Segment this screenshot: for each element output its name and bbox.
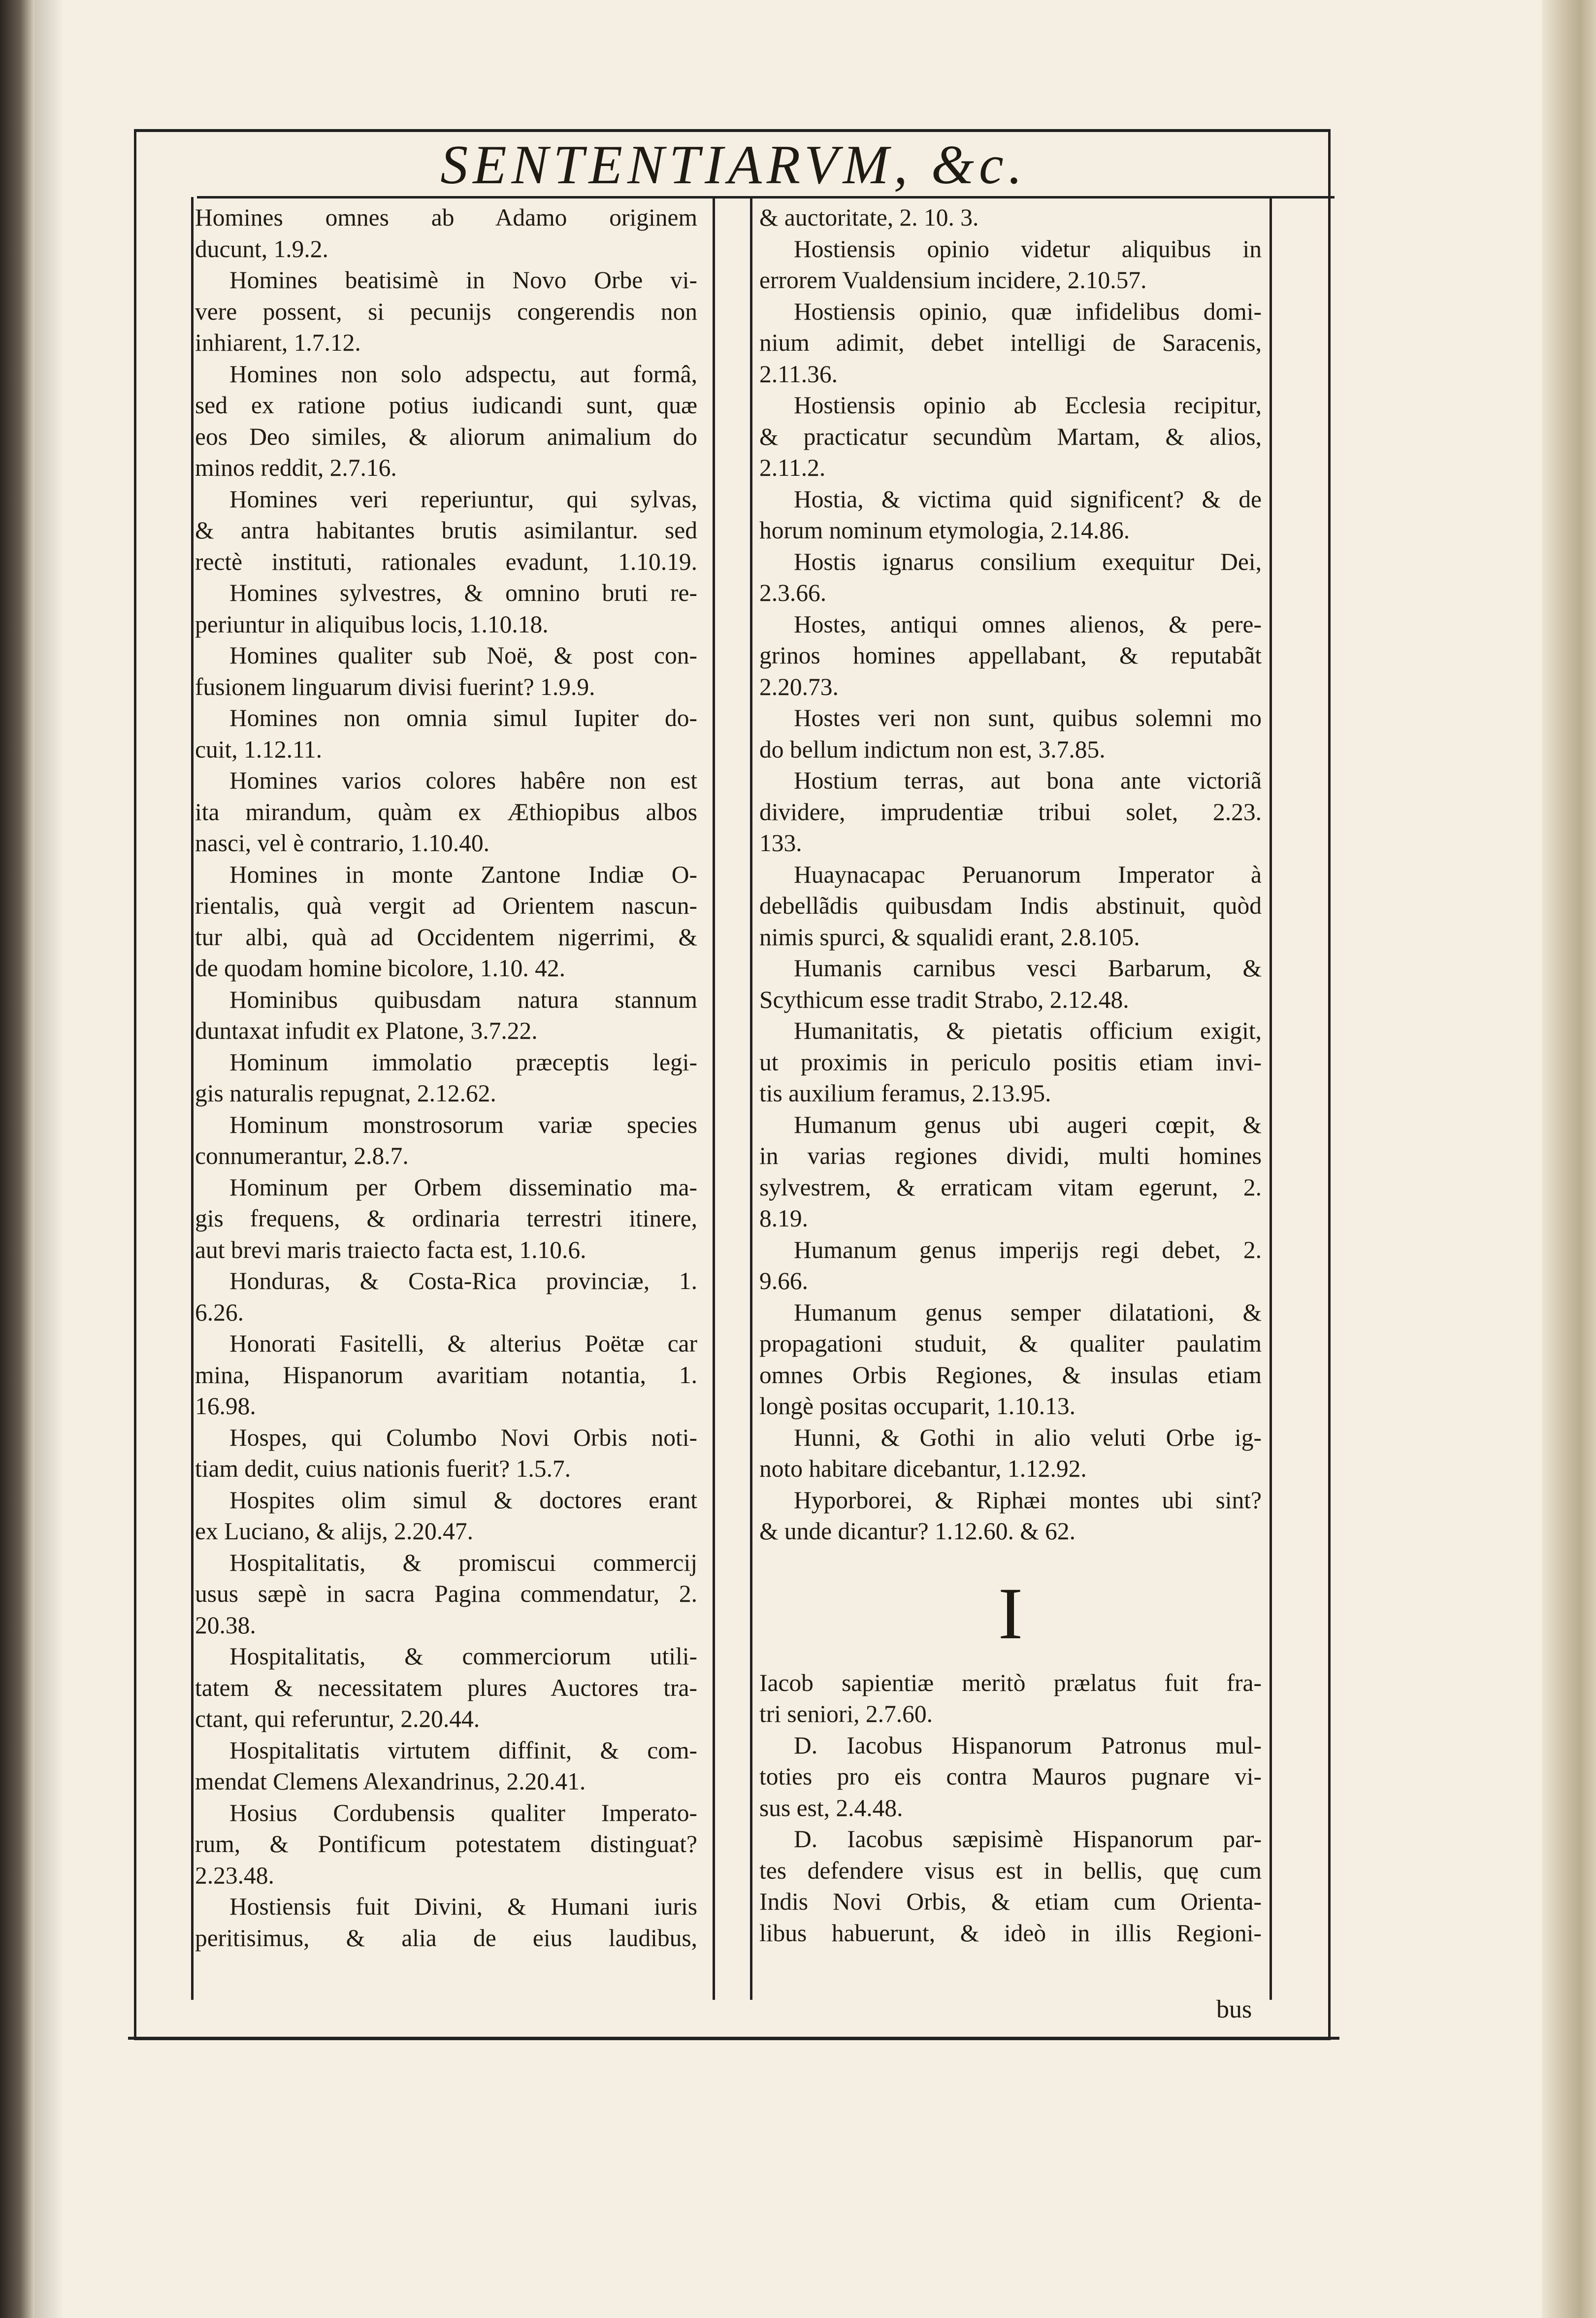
index-line: errorem Vualdensium incidere, 2.10.57. (759, 266, 1147, 294)
index-line: Homines qualiter sub Noë, & post con- (229, 642, 697, 669)
index-line: propagationi studuit, & qualiter paulatim (759, 1330, 1262, 1357)
index-line: Hospes, qui Columbo Novi Orbis noti- (229, 1424, 697, 1451)
gutter-shadow (34, 0, 64, 2318)
index-line: 8.19. (759, 1205, 808, 1232)
index-line: grinos homines appellabant, & reputabãt (759, 642, 1262, 669)
index-line: ctant, qui referuntur, 2.20.44. (195, 1705, 480, 1732)
catchword: bus (1216, 1995, 1252, 2023)
running-header: SENTENTIARVM, &c. (440, 134, 1027, 196)
index-line: & auctoritate, 2. 10. 3. (759, 204, 979, 231)
index-line: D. Iacobus Hispanorum Patronus mul- (794, 1731, 1262, 1759)
index-line: Homines veri reperiuntur, qui sylvas, (229, 485, 697, 513)
index-line: ex Luciano, & alijs, 2.20.47. (195, 1518, 474, 1545)
index-line: tatem & necessitatem plures Auctores tra- (195, 1674, 697, 1701)
index-line: inhiarent, 1.7.12. (195, 329, 361, 356)
bottom-rule (128, 2037, 1339, 2040)
index-line: omnes Orbis Regiones, & insulas etiam (759, 1361, 1262, 1389)
index-line: connumerantur, 2.8.7. (195, 1142, 409, 1169)
index-line: Hostia, & victima quid significent? & de (794, 485, 1262, 513)
index-line: Hunni, & Gothi in alio veluti Orbe ig- (794, 1424, 1262, 1451)
index-line: Humanitatis, & pietatis officium exigit, (794, 1017, 1262, 1044)
index-line: tri seniori, 2.7.60. (759, 1700, 933, 1727)
index-line: Hostiensis opinio ab Ecclesia recipitur, (794, 392, 1262, 419)
index-line: mendat Clemens Alexandrinus, 2.20.41. (195, 1768, 586, 1795)
index-line: & practicatur secundùm Martam, & alios, (759, 423, 1262, 450)
index-line: nium adimit, debet intelligi de Saracenis, (759, 329, 1262, 356)
index-line: toties pro eis contra Mauros pugnare vi- (759, 1763, 1262, 1790)
index-line: minos reddit, 2.7.16. (195, 454, 397, 481)
index-line: Homines varios colores habêre non est (229, 767, 697, 794)
index-line: Homines non omnia simul Iupiter do- (229, 704, 697, 731)
index-line: do bellum indictum non est, 3.7.85. (759, 735, 1106, 763)
index-line: 20.38. (195, 1611, 256, 1639)
index-line: periuntur in aliquibus locis, 1.10.18. (195, 610, 549, 638)
index-line: tur albi, quà ad Occidentem nigerrimi, & (195, 923, 697, 951)
index-line: 2.11.2. (759, 454, 826, 481)
index-line: Hospitalitatis, & promiscui commercij (229, 1549, 697, 1576)
index-line: usus sæpè in sacra Pagina commendatur, 2. (195, 1580, 697, 1607)
index-line: nasci, vel è contrario, 1.10.40. (195, 829, 489, 857)
index-line: Hominum monstrosorum variæ species (229, 1111, 697, 1138)
index-line: Hostiensis opinio, quæ infidelibus domi- (794, 298, 1262, 325)
index-line: rientalis, quà vergit ad Orientem nascun- (195, 892, 697, 919)
index-line: debellãdis quibusdam Indis abstinuit, quòd (759, 892, 1262, 919)
book-spine-edge (0, 0, 34, 2318)
index-line: Homines in monte Zantone Indiæ O- (229, 861, 697, 888)
index-line: Homines omnes ab Adamo originem (195, 204, 697, 231)
index-line: duntaxat infudit ex Platone, 3.7.22. (195, 1017, 538, 1044)
index-line: Hostium terras, aut bona ante victoriã (794, 767, 1262, 794)
index-line: Hostiensis fuit Divini, & Humani iuris (229, 1893, 697, 1920)
index-line: Homines non solo adspectu, aut formâ, (229, 360, 697, 388)
index-line: 2.20.73. (759, 673, 839, 700)
index-line: Hostes, antiqui omnes alienos, & pere- (794, 610, 1262, 638)
index-line: sus est, 2.4.48. (759, 1794, 903, 1821)
index-line: Honduras, & Costa-Rica provinciæ, 1. (229, 1267, 697, 1294)
index-line: Hominibus quibusdam natura stannum (229, 986, 697, 1013)
index-line: 133. (759, 829, 802, 857)
index-line: Humanum genus imperijs regi debet, 2. (794, 1236, 1262, 1263)
index-line: Iacob sapientiæ meritò prælatus fuit fra- (759, 1669, 1262, 1696)
index-line: Scythicum esse tradit Strabo, 2.12.48. (759, 986, 1129, 1013)
index-line: 9.66. (759, 1267, 808, 1294)
index-line: Hyporborei, & Riphæi montes ubi sint? (794, 1486, 1262, 1514)
index-line: Hospites olim simul & doctores erant (229, 1486, 697, 1514)
index-line: peritisimus, & alia de eius laudibus, (195, 1924, 697, 1952)
index-line: Humanum genus semper dilatationi, & (794, 1298, 1262, 1326)
index-line: vere possent, si pecunijs congerendis non (195, 298, 697, 325)
index-line: dividere, imprudentiæ tribui solet, 2.23. (759, 798, 1262, 826)
index-line: Hostiensis opinio videtur aliquibus in (794, 235, 1262, 263)
index-column-right (759, 202, 1262, 1949)
index-line: Hostes veri non sunt, quibus solemni mo (794, 704, 1262, 731)
index-line: eos Deo similes, & aliorum animalium do (195, 423, 697, 450)
index-line: Humanis carnibus vesci Barbarum, & (794, 955, 1262, 982)
index-line: Hospitalitatis, & commerciorum utili- (229, 1643, 697, 1670)
middle-column-rule-b (750, 197, 752, 2000)
index-line: Honorati Fasitelli, & alterius Poëtæ car (229, 1330, 697, 1357)
index-line: fusionem linguarum divisi fuerint? 1.9.9. (195, 673, 595, 700)
index-line: ut proximis in periculo positis etiam invi- (759, 1048, 1262, 1076)
index-line: & antra habitantes brutis asimilantur. sed (195, 517, 697, 544)
index-line: tis auxilium feramus, 2.13.95. (759, 1080, 1051, 1107)
index-line: Homines sylvestres, & omnino bruti re- (229, 579, 697, 606)
index-line: sed ex ratione potius iudicandi sunt, quæ (195, 392, 697, 419)
index-line: Hospitalitatis virtutem diffinit, & com- (229, 1736, 697, 1764)
index-line: 16.98. (195, 1392, 256, 1420)
right-column-rule (1270, 197, 1272, 2000)
index-column-left (195, 202, 697, 1954)
index-line: mina, Hispanorum avaritiam notantia, 1. (195, 1361, 697, 1389)
index-line: Homines beatisimè in Novo Orbe vi- (229, 266, 697, 294)
index-line: 2.11.36. (759, 360, 838, 388)
index-line: de quodam homine bicolore, 1.10. 42. (195, 955, 565, 982)
page-stack-edge (1542, 0, 1596, 2318)
index-line: 6.26. (195, 1298, 244, 1326)
index-line: noto habitare dicebantur, 1.12.92. (759, 1455, 1087, 1482)
index-line: libus habuerunt, & ideò in illis Regioni- (759, 1919, 1262, 1947)
index-line: longè positas occuparit, 1.10.13. (759, 1392, 1076, 1420)
index-line: & unde dicantur? 1.12.60. & 62. (759, 1518, 1076, 1545)
index-line: gis frequens, & ordinaria terrestri itinere, (195, 1205, 697, 1232)
index-line: Hominum immolatio præceptis legi- (229, 1048, 697, 1076)
index-line: Huaynacapac Peruanorum Imperator à (794, 861, 1262, 888)
index-line: Hominum per Orbem disseminatio ma- (229, 1173, 697, 1201)
index-line: aut brevi maris traiecto facta est, 1.10.6. (195, 1236, 586, 1263)
index-line: cuit, 1.12.11. (195, 735, 323, 763)
section-letter: I (998, 1572, 1023, 1655)
index-line: horum nominum etymologia, 2.14.86. (759, 517, 1130, 544)
index-line: Hostis ignarus consilium exequitur Dei, (794, 548, 1262, 575)
header-rule (197, 196, 1335, 199)
index-line: Hosius Cordubensis qualiter Imperato- (229, 1799, 697, 1826)
index-line: D. Iacobus sæpisimè Hispanorum par- (794, 1825, 1262, 1853)
index-line: gis naturalis repugnat, 2.12.62. (195, 1080, 496, 1107)
middle-column-rule-a (713, 197, 715, 2000)
index-line: tiam dedit, cuius nationis fuerit? 1.5.7. (195, 1455, 571, 1482)
index-line: in varias regiones dividi, multi homines (759, 1142, 1262, 1169)
index-line: rectè instituti, rationales evadunt, 1.10.19. (195, 548, 697, 575)
index-line: ducunt, 1.9.2. (195, 235, 328, 263)
left-column-rule (191, 197, 194, 2000)
index-line: Indis Novi Orbis, & etiam cum Orienta- (759, 1888, 1262, 1915)
index-line: 2.23.48. (195, 1861, 274, 1889)
index-line: sylvestrem, & erraticam vitam egerunt, 2. (759, 1173, 1262, 1201)
index-line: nimis spurci, & squalidi erant, 2.8.105. (759, 923, 1140, 951)
index-line: ita mirandum, quàm ex Æthiopibus albos (195, 798, 697, 826)
index-line: rum, & Pontificum potestatem distinguat? (195, 1830, 697, 1857)
index-line: 2.3.66. (759, 579, 827, 606)
index-line: tes defendere visus est in bellis, quę cum (759, 1856, 1262, 1884)
index-line: Humanum genus ubi augeri cœpit, & (794, 1111, 1262, 1138)
